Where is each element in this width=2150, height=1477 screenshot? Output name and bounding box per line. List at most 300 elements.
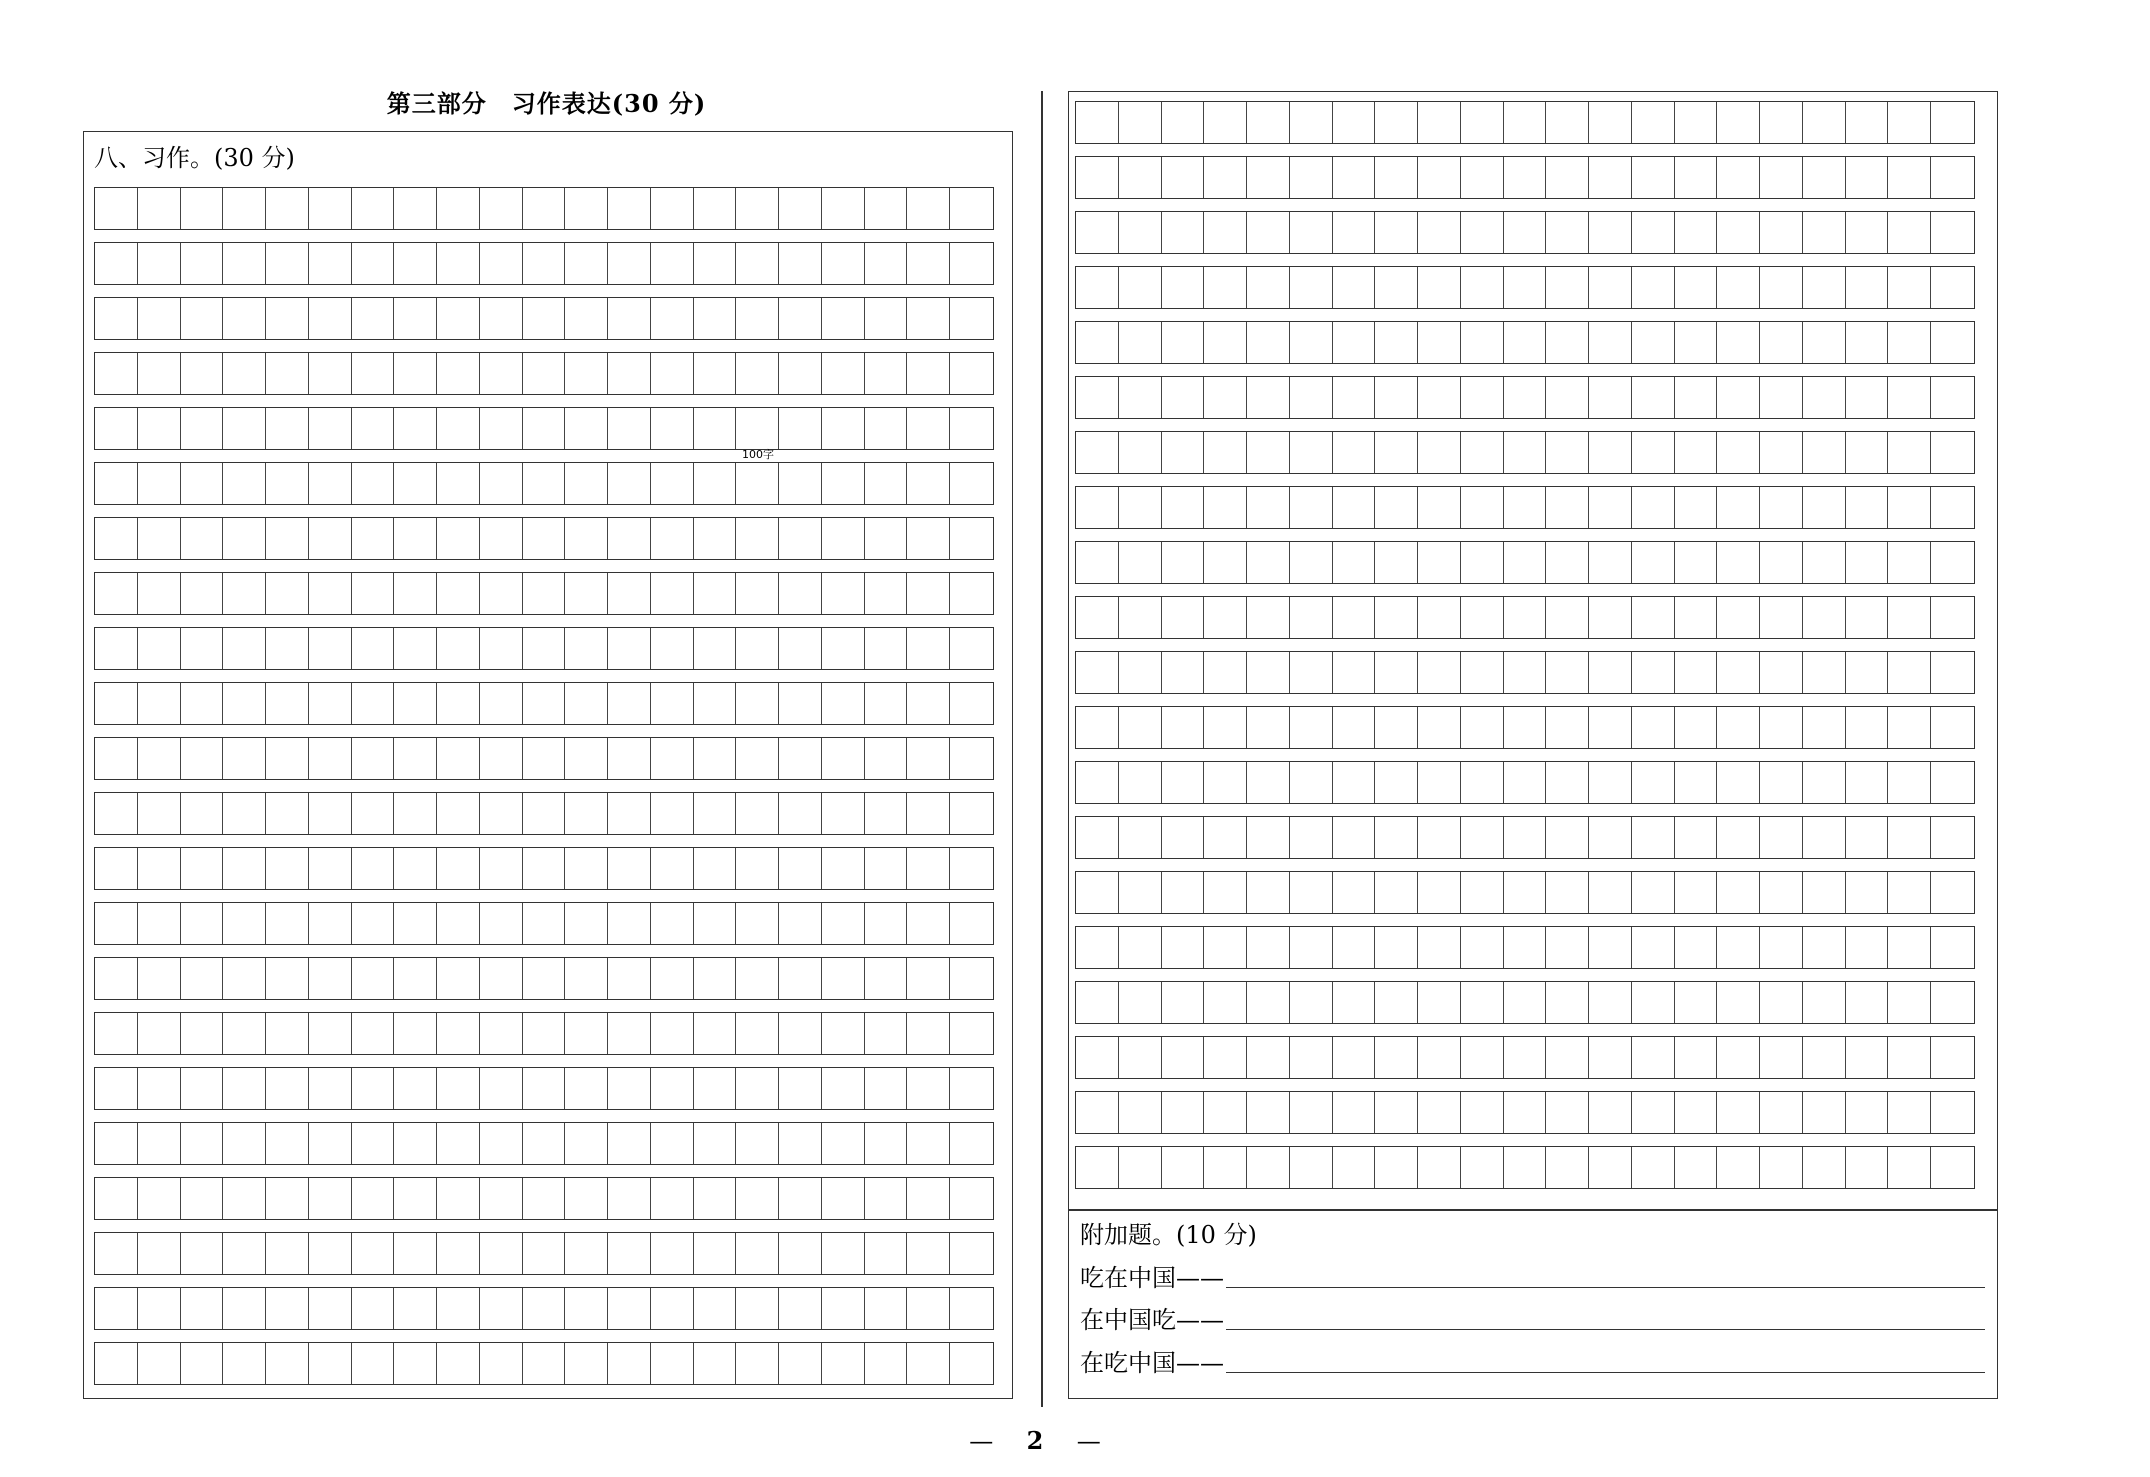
writing-cell[interactable] (1504, 377, 1547, 418)
writing-cell[interactable] (1632, 377, 1675, 418)
writing-cell[interactable] (1675, 542, 1718, 583)
writing-cell[interactable] (223, 738, 266, 779)
writing-cell[interactable] (1589, 377, 1632, 418)
writing-cell[interactable] (1418, 322, 1461, 363)
writing-cell[interactable] (1333, 707, 1376, 748)
writing-cell[interactable] (1760, 982, 1803, 1023)
writing-cell[interactable] (950, 188, 993, 229)
writing-cell[interactable] (950, 1013, 993, 1054)
writing-cell[interactable] (608, 243, 651, 284)
writing-cell[interactable] (138, 188, 181, 229)
writing-cell[interactable] (1931, 322, 1974, 363)
writing-cell[interactable] (1760, 872, 1803, 913)
writing-cell[interactable] (1290, 542, 1333, 583)
writing-cell[interactable] (1931, 487, 1974, 528)
writing-cell[interactable] (181, 353, 224, 394)
writing-cell[interactable] (1846, 1037, 1889, 1078)
writing-cell[interactable] (565, 353, 608, 394)
writing-cell[interactable] (736, 1233, 779, 1274)
writing-cell[interactable] (309, 518, 352, 559)
writing-cell[interactable] (907, 1233, 950, 1274)
writing-cell[interactable] (1717, 982, 1760, 1023)
writing-cell[interactable] (394, 958, 437, 999)
writing-cell[interactable] (1290, 1037, 1333, 1078)
writing-cell[interactable] (1632, 1147, 1675, 1188)
writing-cell[interactable] (1119, 707, 1162, 748)
writing-cell[interactable] (608, 353, 651, 394)
writing-cell[interactable] (1076, 1092, 1119, 1133)
writing-cell[interactable] (394, 518, 437, 559)
writing-cell[interactable] (1375, 762, 1418, 803)
writing-cell[interactable] (694, 958, 737, 999)
writing-cell[interactable] (950, 518, 993, 559)
writing-cell[interactable] (138, 1288, 181, 1329)
writing-cell[interactable] (907, 848, 950, 889)
writing-cell[interactable] (480, 738, 523, 779)
writing-cell[interactable] (1846, 762, 1889, 803)
writing-cell[interactable] (1290, 762, 1333, 803)
writing-cell[interactable] (1931, 1147, 1974, 1188)
writing-cell[interactable] (1247, 872, 1290, 913)
writing-cell[interactable] (437, 738, 480, 779)
writing-cell[interactable] (394, 848, 437, 889)
writing-cell[interactable] (1504, 762, 1547, 803)
writing-cell[interactable] (1418, 157, 1461, 198)
writing-cell[interactable] (309, 683, 352, 724)
writing-cell[interactable] (822, 408, 865, 449)
writing-cell[interactable] (608, 848, 651, 889)
writing-cell[interactable] (181, 683, 224, 724)
writing-cell[interactable] (309, 1123, 352, 1164)
writing-cell[interactable] (1247, 762, 1290, 803)
writing-cell[interactable] (1803, 377, 1846, 418)
writing-cell[interactable] (779, 573, 822, 614)
writing-cell[interactable] (950, 1288, 993, 1329)
writing-cell[interactable] (1760, 1092, 1803, 1133)
writing-cell[interactable] (1119, 982, 1162, 1023)
writing-cell[interactable] (1461, 267, 1504, 308)
writing-cell[interactable] (865, 518, 908, 559)
writing-cell[interactable] (1290, 817, 1333, 858)
writing-cell[interactable] (1290, 487, 1333, 528)
writing-cell[interactable] (437, 408, 480, 449)
writing-cell[interactable] (480, 1013, 523, 1054)
writing-cell[interactable] (565, 188, 608, 229)
writing-cell[interactable] (1290, 982, 1333, 1023)
writing-cell[interactable] (736, 1343, 779, 1384)
writing-cell[interactable] (694, 738, 737, 779)
writing-cell[interactable] (1076, 377, 1119, 418)
writing-cell[interactable] (1888, 542, 1931, 583)
writing-cell[interactable] (822, 1178, 865, 1219)
writing-cell[interactable] (138, 848, 181, 889)
writing-cell[interactable] (694, 903, 737, 944)
writing-cell[interactable] (1760, 102, 1803, 143)
writing-cell[interactable] (223, 408, 266, 449)
writing-cell[interactable] (1589, 1092, 1632, 1133)
writing-cell[interactable] (523, 298, 566, 339)
writing-cell[interactable] (437, 243, 480, 284)
writing-cell[interactable] (779, 1123, 822, 1164)
writing-cell[interactable] (1931, 542, 1974, 583)
writing-cell[interactable] (907, 518, 950, 559)
answer-blank-2[interactable] (1226, 1329, 1985, 1330)
writing-cell[interactable] (480, 958, 523, 999)
writing-cell[interactable] (1461, 322, 1504, 363)
writing-cell[interactable] (1760, 762, 1803, 803)
writing-cell[interactable] (1675, 872, 1718, 913)
writing-cell[interactable] (950, 408, 993, 449)
writing-cell[interactable] (1846, 157, 1889, 198)
writing-cell[interactable] (523, 1178, 566, 1219)
writing-cell[interactable] (1204, 377, 1247, 418)
writing-cell[interactable] (907, 188, 950, 229)
writing-cell[interactable] (565, 1123, 608, 1164)
writing-cell[interactable] (865, 298, 908, 339)
writing-cell[interactable] (1546, 432, 1589, 473)
writing-cell[interactable] (736, 243, 779, 284)
writing-cell[interactable] (1760, 652, 1803, 693)
writing-cell[interactable] (1931, 1092, 1974, 1133)
writing-cell[interactable] (1546, 542, 1589, 583)
writing-cell[interactable] (1119, 872, 1162, 913)
writing-cell[interactable] (694, 793, 737, 834)
writing-cell[interactable] (608, 628, 651, 669)
writing-cell[interactable] (1418, 872, 1461, 913)
writing-cell[interactable] (1119, 1092, 1162, 1133)
writing-cell[interactable] (651, 848, 694, 889)
writing-cell[interactable] (95, 738, 138, 779)
writing-cell[interactable] (181, 1068, 224, 1109)
writing-cell[interactable] (1803, 927, 1846, 968)
writing-cell[interactable] (1589, 432, 1632, 473)
writing-cell[interactable] (1803, 652, 1846, 693)
writing-cell[interactable] (865, 1013, 908, 1054)
writing-cell[interactable] (1333, 212, 1376, 253)
writing-cell[interactable] (181, 903, 224, 944)
writing-cell[interactable] (1247, 597, 1290, 638)
writing-cell[interactable] (1504, 487, 1547, 528)
writing-cell[interactable] (309, 188, 352, 229)
writing-cell[interactable] (822, 1233, 865, 1274)
writing-cell[interactable] (1204, 212, 1247, 253)
writing-cell[interactable] (95, 848, 138, 889)
writing-cell[interactable] (95, 573, 138, 614)
writing-cell[interactable] (1333, 157, 1376, 198)
writing-cell[interactable] (1375, 982, 1418, 1023)
writing-cell[interactable] (95, 243, 138, 284)
writing-cell[interactable] (266, 1123, 309, 1164)
writing-cell[interactable] (1076, 212, 1119, 253)
writing-cell[interactable] (694, 408, 737, 449)
writing-cell[interactable] (1546, 817, 1589, 858)
writing-cell[interactable] (1675, 707, 1718, 748)
writing-cell[interactable] (1675, 1037, 1718, 1078)
writing-cell[interactable] (266, 1288, 309, 1329)
writing-cell[interactable] (181, 463, 224, 504)
writing-cell[interactable] (1803, 212, 1846, 253)
writing-cell[interactable] (223, 518, 266, 559)
writing-cell[interactable] (1632, 322, 1675, 363)
writing-cell[interactable] (480, 188, 523, 229)
writing-cell[interactable] (523, 1123, 566, 1164)
writing-cell[interactable] (736, 1068, 779, 1109)
writing-cell[interactable] (865, 1343, 908, 1384)
writing-cell[interactable] (352, 463, 395, 504)
writing-cell[interactable] (1888, 1092, 1931, 1133)
writing-cell[interactable] (1119, 927, 1162, 968)
writing-cell[interactable] (1290, 322, 1333, 363)
writing-cell[interactable] (907, 1178, 950, 1219)
writing-cell[interactable] (694, 1068, 737, 1109)
writing-cell[interactable] (480, 353, 523, 394)
writing-cell[interactable] (309, 1343, 352, 1384)
writing-cell[interactable] (1204, 267, 1247, 308)
writing-cell[interactable] (1119, 652, 1162, 693)
writing-cell[interactable] (822, 1123, 865, 1164)
writing-cell[interactable] (1632, 817, 1675, 858)
writing-cell[interactable] (1333, 102, 1376, 143)
writing-cell[interactable] (1375, 707, 1418, 748)
writing-cell[interactable] (95, 1233, 138, 1274)
writing-cell[interactable] (779, 1343, 822, 1384)
writing-cell[interactable] (779, 188, 822, 229)
writing-cell[interactable] (394, 188, 437, 229)
writing-cell[interactable] (1931, 872, 1974, 913)
bonus-answer-line-2[interactable] (1080, 1300, 1985, 1336)
writing-cell[interactable] (1076, 927, 1119, 968)
writing-cell[interactable] (1461, 487, 1504, 528)
writing-cell[interactable] (694, 848, 737, 889)
writing-cell[interactable] (1461, 982, 1504, 1023)
writing-cell[interactable] (1162, 322, 1205, 363)
writing-cell[interactable] (1675, 817, 1718, 858)
writing-cell[interactable] (1803, 487, 1846, 528)
writing-cell[interactable] (865, 848, 908, 889)
writing-cell[interactable] (1162, 927, 1205, 968)
writing-cell[interactable] (565, 958, 608, 999)
writing-cell[interactable] (1931, 817, 1974, 858)
writing-cell[interactable] (394, 408, 437, 449)
writing-cell[interactable] (608, 1013, 651, 1054)
writing-cell[interactable] (1931, 927, 1974, 968)
writing-cell[interactable] (266, 408, 309, 449)
writing-cell[interactable] (1418, 707, 1461, 748)
writing-cell[interactable] (138, 628, 181, 669)
writing-cell[interactable] (95, 298, 138, 339)
writing-cell[interactable] (1632, 707, 1675, 748)
writing-cell[interactable] (309, 1288, 352, 1329)
writing-cell[interactable] (266, 1343, 309, 1384)
writing-cell[interactable] (394, 628, 437, 669)
writing-cell[interactable] (907, 903, 950, 944)
writing-cell[interactable] (1418, 1092, 1461, 1133)
writing-cell[interactable] (1247, 1037, 1290, 1078)
writing-cell[interactable] (181, 738, 224, 779)
writing-cell[interactable] (1418, 927, 1461, 968)
writing-cell[interactable] (523, 793, 566, 834)
writing-cell[interactable] (138, 573, 181, 614)
writing-cell[interactable] (95, 1013, 138, 1054)
writing-cell[interactable] (437, 1013, 480, 1054)
writing-cell[interactable] (1931, 707, 1974, 748)
writing-cell[interactable] (352, 1123, 395, 1164)
writing-cell[interactable] (1076, 872, 1119, 913)
writing-cell[interactable] (694, 1288, 737, 1329)
writing-cell[interactable] (95, 188, 138, 229)
writing-cell[interactable] (394, 683, 437, 724)
writing-cell[interactable] (266, 793, 309, 834)
writing-cell[interactable] (608, 298, 651, 339)
writing-cell[interactable] (1675, 432, 1718, 473)
writing-cell[interactable] (822, 1288, 865, 1329)
writing-cell[interactable] (1247, 377, 1290, 418)
writing-cell[interactable] (352, 518, 395, 559)
writing-cell[interactable] (1204, 597, 1247, 638)
writing-cell[interactable] (1546, 597, 1589, 638)
writing-cell[interactable] (1632, 267, 1675, 308)
writing-cell[interactable] (1717, 817, 1760, 858)
writing-cell[interactable] (1931, 212, 1974, 253)
writing-cell[interactable] (223, 903, 266, 944)
writing-cell[interactable] (1461, 102, 1504, 143)
writing-cell[interactable] (1375, 1092, 1418, 1133)
writing-cell[interactable] (1162, 707, 1205, 748)
writing-cell[interactable] (822, 298, 865, 339)
writing-cell[interactable] (1760, 267, 1803, 308)
writing-cell[interactable] (1632, 652, 1675, 693)
writing-cell[interactable] (1589, 212, 1632, 253)
writing-cell[interactable] (1846, 267, 1889, 308)
writing-cell[interactable] (523, 628, 566, 669)
writing-cell[interactable] (1461, 817, 1504, 858)
writing-cell[interactable] (1632, 212, 1675, 253)
writing-cell[interactable] (1846, 377, 1889, 418)
writing-cell[interactable] (1119, 487, 1162, 528)
writing-cell[interactable] (1632, 487, 1675, 528)
writing-cell[interactable] (1461, 597, 1504, 638)
writing-cell[interactable] (480, 903, 523, 944)
writing-cell[interactable] (1247, 102, 1290, 143)
writing-cell[interactable] (95, 958, 138, 999)
writing-cell[interactable] (565, 1288, 608, 1329)
writing-cell[interactable] (1247, 817, 1290, 858)
writing-cell[interactable] (651, 1013, 694, 1054)
writing-cell[interactable] (181, 793, 224, 834)
writing-cell[interactable] (1290, 872, 1333, 913)
writing-cell[interactable] (1461, 1147, 1504, 1188)
writing-cell[interactable] (1461, 927, 1504, 968)
writing-cell[interactable] (1333, 652, 1376, 693)
writing-cell[interactable] (309, 1068, 352, 1109)
writing-cell[interactable] (309, 793, 352, 834)
writing-cell[interactable] (1546, 1037, 1589, 1078)
writing-cell[interactable] (1375, 102, 1418, 143)
writing-cell[interactable] (779, 1288, 822, 1329)
writing-cell[interactable] (138, 1178, 181, 1219)
writing-cell[interactable] (779, 848, 822, 889)
writing-cell[interactable] (1418, 487, 1461, 528)
writing-cell[interactable] (223, 683, 266, 724)
writing-cell[interactable] (352, 793, 395, 834)
writing-cell[interactable] (565, 243, 608, 284)
writing-cell[interactable] (1076, 487, 1119, 528)
writing-cell[interactable] (223, 573, 266, 614)
writing-cell[interactable] (1076, 432, 1119, 473)
writing-cell[interactable] (223, 1178, 266, 1219)
writing-cell[interactable] (181, 188, 224, 229)
writing-cell[interactable] (309, 628, 352, 669)
writing-cell[interactable] (1162, 432, 1205, 473)
writing-cell[interactable] (1717, 652, 1760, 693)
writing-cell[interactable] (1333, 762, 1376, 803)
writing-cell[interactable] (181, 848, 224, 889)
writing-cell[interactable] (1546, 1092, 1589, 1133)
writing-cell[interactable] (223, 353, 266, 394)
writing-cell[interactable] (437, 793, 480, 834)
writing-cell[interactable] (1632, 1037, 1675, 1078)
writing-cell[interactable] (950, 683, 993, 724)
writing-cell[interactable] (394, 1123, 437, 1164)
writing-cell[interactable] (865, 408, 908, 449)
writing-cell[interactable] (1333, 927, 1376, 968)
writing-cell[interactable] (1888, 927, 1931, 968)
writing-cell[interactable] (865, 188, 908, 229)
writing-cell[interactable] (1760, 817, 1803, 858)
writing-cell[interactable] (1461, 542, 1504, 583)
writing-cell[interactable] (352, 1068, 395, 1109)
writing-cell[interactable] (1204, 1037, 1247, 1078)
writing-cell[interactable] (822, 958, 865, 999)
writing-cell[interactable] (651, 188, 694, 229)
writing-cell[interactable] (181, 243, 224, 284)
writing-cell[interactable] (950, 1343, 993, 1384)
writing-cell[interactable] (736, 1013, 779, 1054)
writing-cell[interactable] (1504, 872, 1547, 913)
writing-cell[interactable] (266, 188, 309, 229)
writing-cell[interactable] (1632, 1092, 1675, 1133)
writing-cell[interactable] (779, 408, 822, 449)
writing-cell[interactable] (1290, 707, 1333, 748)
writing-cell[interactable] (1803, 762, 1846, 803)
writing-cell[interactable] (394, 793, 437, 834)
writing-cell[interactable] (1846, 927, 1889, 968)
writing-cell[interactable] (1418, 817, 1461, 858)
writing-cell[interactable] (523, 188, 566, 229)
writing-cell[interactable] (1760, 322, 1803, 363)
writing-cell[interactable] (394, 353, 437, 394)
writing-cell[interactable] (437, 1123, 480, 1164)
writing-cell[interactable] (394, 298, 437, 339)
writing-cell[interactable] (266, 848, 309, 889)
writing-cell[interactable] (1589, 542, 1632, 583)
writing-cell[interactable] (181, 1123, 224, 1164)
writing-cell[interactable] (480, 683, 523, 724)
writing-cell[interactable] (779, 1068, 822, 1109)
writing-cell[interactable] (1589, 762, 1632, 803)
writing-cell[interactable] (1504, 817, 1547, 858)
writing-cell[interactable] (651, 1068, 694, 1109)
writing-cell[interactable] (907, 408, 950, 449)
writing-cell[interactable] (394, 903, 437, 944)
writing-cell[interactable] (95, 408, 138, 449)
writing-cell[interactable] (1931, 377, 1974, 418)
writing-cell[interactable] (736, 958, 779, 999)
writing-cell[interactable] (1333, 432, 1376, 473)
writing-cell[interactable] (779, 903, 822, 944)
writing-cell[interactable] (1760, 542, 1803, 583)
writing-cell[interactable] (266, 463, 309, 504)
